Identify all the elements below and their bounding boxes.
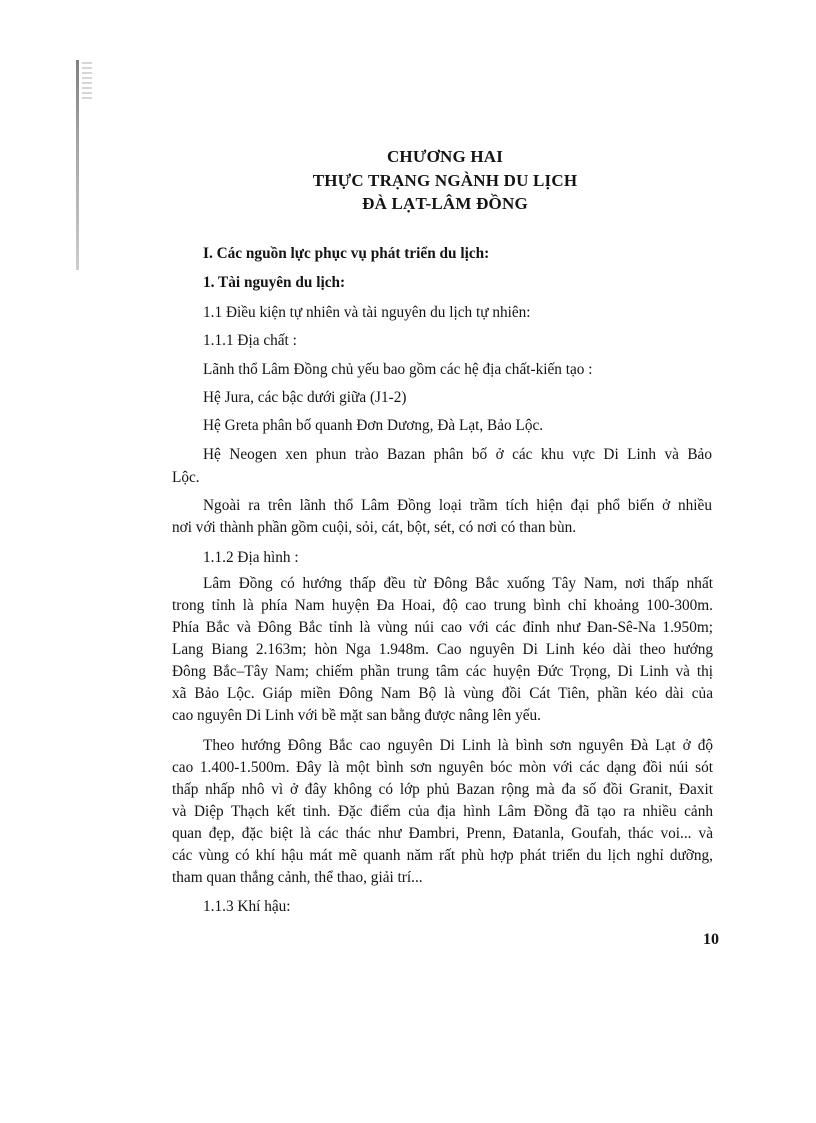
chapter-heading: CHƯƠNG HAI	[386, 147, 504, 166]
page-number: 10	[703, 931, 719, 948]
geology-paragraph-line2: nơi với thành phần gồm cuội, sỏi, cát, bột, sét, có nơi có than bùn.	[172, 519, 577, 536]
terrain-p2-line6: các vùng có khí hậu mát mẽ quanh năm rất phù hợp phát triển du lịch nghỉ dưỡng,	[172, 847, 713, 864]
terrain-p1-line2: trong tỉnh là phía Nam huyện Đa Hoai, độ cao trung bình chỉ khoảng 100-300m.	[172, 597, 713, 614]
geology-item-greta: Hệ Greta phân bố quanh Đơn Dương, Đà Lạt, Bảo Lộc.	[203, 417, 544, 434]
terrain-p1-line1: Lâm Đồng có hướng thấp đều từ Đông Bắc xuống Tây Nam, nơi thấp nhất	[203, 575, 713, 592]
subsection-title: 1. Tài nguyên du lịch:	[203, 274, 346, 291]
terrain-p2-line3: thấp nhấp nhô vì ở đây không có lớp phủ Bazan rộng mà đa số đồi Granit, Đaxit	[172, 781, 713, 798]
chapter-title-line1: THỰC TRẠNG NGÀNH DU LỊCH	[312, 171, 578, 190]
subsection-1-1-title: 1.1 Điều kiện tự nhiên và tài nguyên du lịch tự nhiên:	[203, 304, 531, 321]
geology-item-neogen-line2: Lộc.	[172, 469, 200, 486]
terrain-p2-line5: quan đẹp, đặc biệt là các thác như Đambri, Prenn, Đatanla, Goufah, thác voi... và	[172, 825, 713, 842]
terrain-p1-line5: Đông Bắc–Tây Nam; chiếm phần trung tâm các huyện Đức Trọng, Di Linh và thị	[172, 663, 713, 680]
terrain-p2-line2: cao 1.400-1.500m. Đây là một bình sơn nguyên bóc mòn với các dạng đồi núi sót	[172, 759, 713, 776]
geology-item-jura: Hệ Jura, các bậc dưới giữa (J1-2)	[203, 389, 407, 406]
terrain-title: 1.1.2 Địa hình :	[203, 549, 299, 566]
terrain-p1-line7: cao nguyên Di Linh với bề mặt san bằng được nâng lên yếu.	[172, 707, 541, 724]
chapter-title-line2: ĐÀ LẠT-LÂM ĐỒNG	[362, 194, 528, 213]
terrain-p2-line7: tham quan thắng cảnh, thể thao, giải trí...	[172, 869, 423, 886]
terrain-p1-line3: Phía Bắc và Đông Bắc tỉnh là vùng núi cao với các đỉnh như Đan-Sê-Na 1.950m;	[172, 619, 713, 636]
section-title: I. Các nguồn lực phục vụ phát triển du lịch:	[203, 245, 490, 262]
scan-noise-mark	[82, 62, 92, 102]
climate-title: 1.1.3 Khí hậu:	[203, 898, 291, 915]
geology-intro: Lãnh thổ Lâm Đồng chủ yếu bao gồm các hệ địa chất-kiến tạo :	[203, 361, 593, 378]
geology-item-neogen-line1: Hệ Neogen xen phun trào Bazan phân bố ở các khu vực Di Linh và Bảo	[203, 446, 712, 463]
geology-title: 1.1.1 Địa chất :	[203, 332, 297, 349]
terrain-p2-line1: Theo hướng Đông Bắc cao nguyên Di Linh là bình sơn nguyên Đà Lạt ở độ	[203, 737, 713, 754]
terrain-p1-line4: Lang Biang 2.163m; hòn Nga 1.948m. Cao nguyên Di Linh kéo dài theo hướng	[172, 641, 713, 658]
terrain-p2-line4: và Diệp Thạch kết tinh. Đặc điểm của địa hình Lâm Đồng đã tạo ra nhiều cảnh	[172, 803, 713, 820]
terrain-p1-line6: xã Bảo Lộc. Giáp miền Đông Nam Bộ là vùng đồi Cát Tiên, phần kéo dài của	[172, 685, 713, 702]
geology-paragraph-line1: Ngoài ra trên lãnh thổ Lâm Đồng loại trầm tích hiện đại phổ biến ở nhiều	[203, 497, 712, 514]
